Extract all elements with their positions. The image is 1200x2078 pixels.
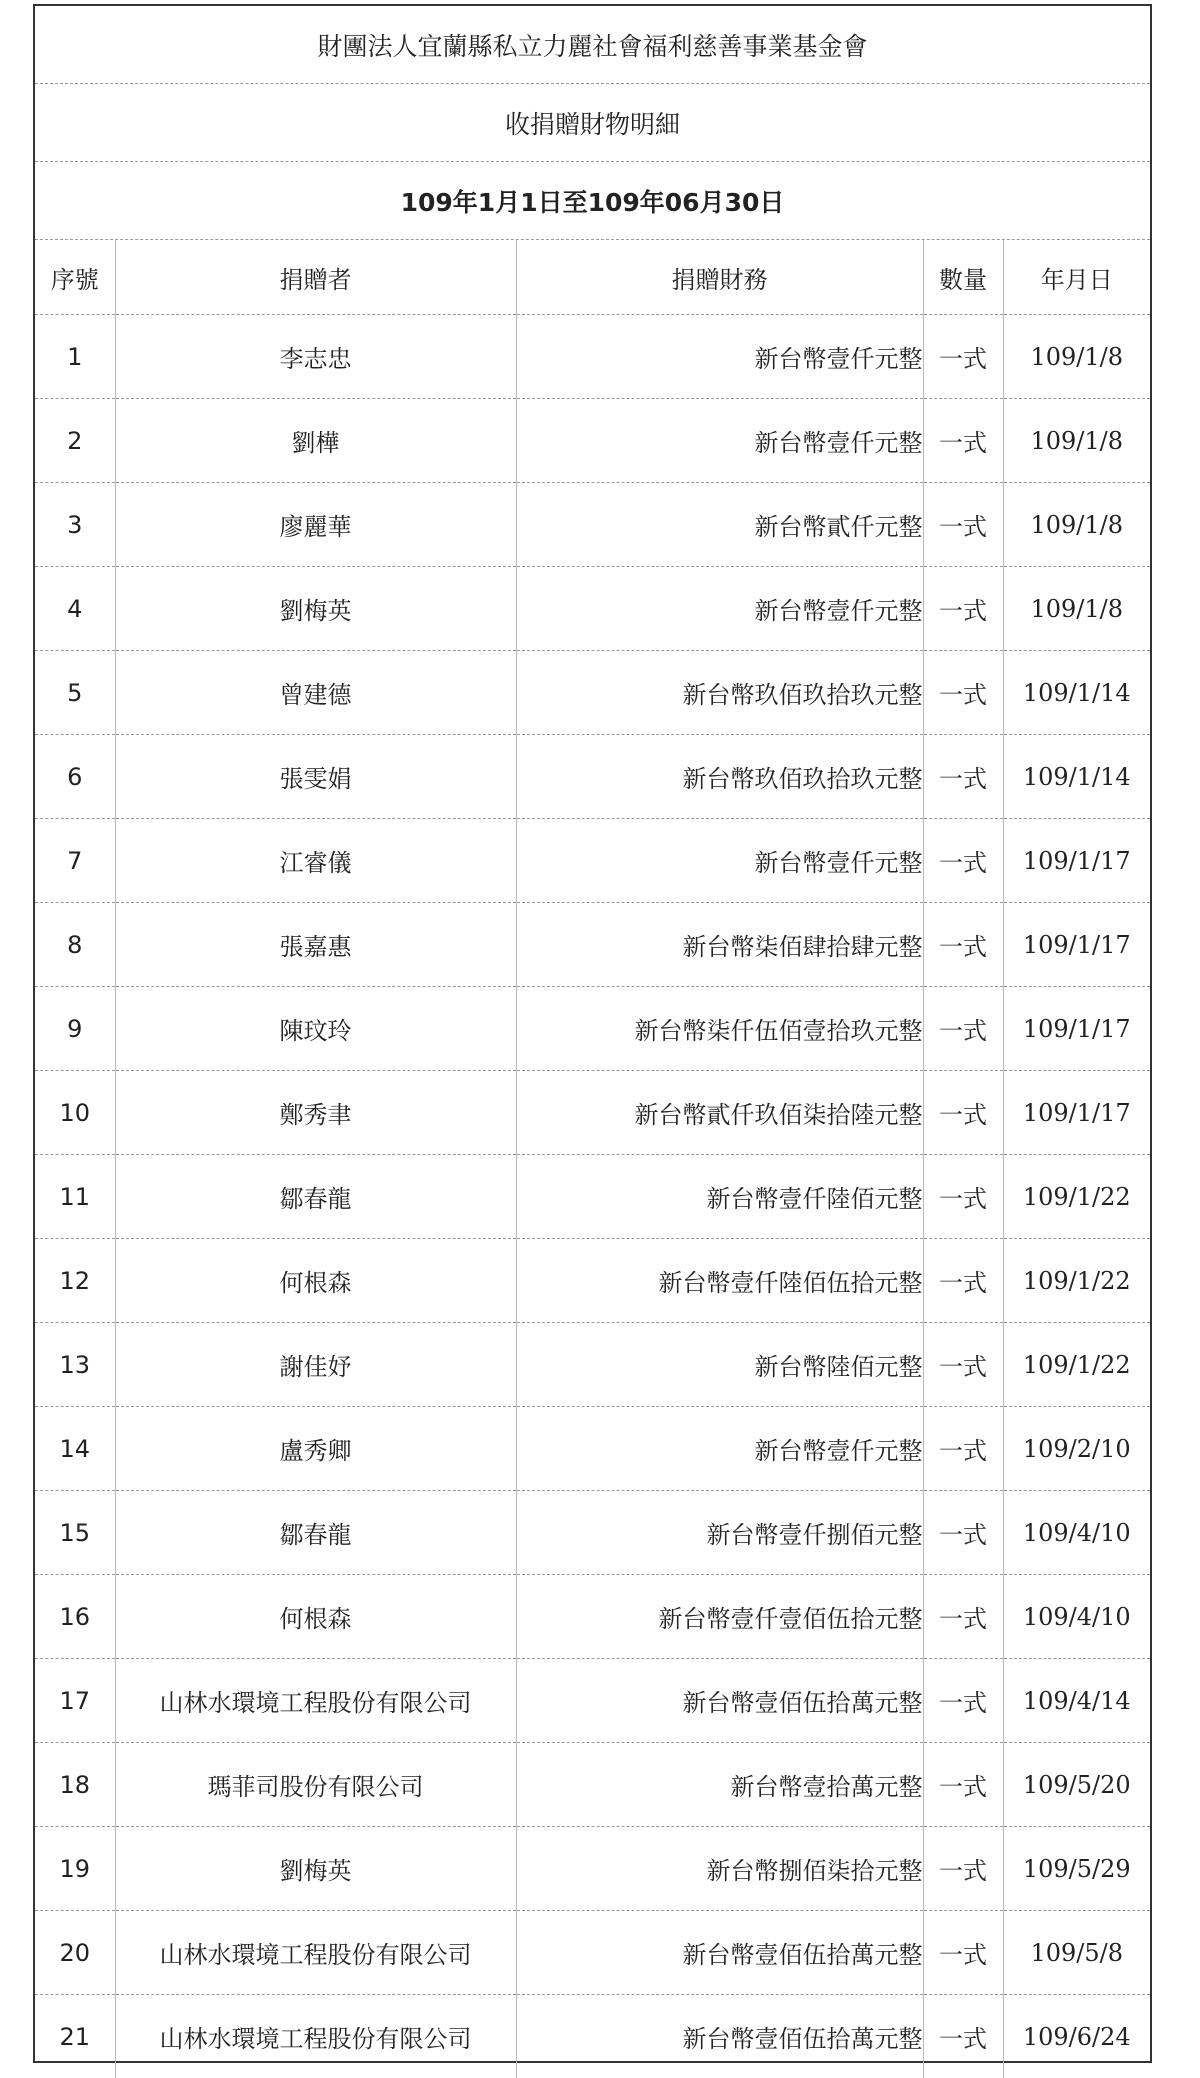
donor-name: 謝佳妤: [115, 1323, 516, 1407]
table-row: [35, 315, 1150, 399]
column-header-donor: 捐贈者: [115, 240, 516, 315]
donation-quantity: 一式: [923, 1491, 1003, 1575]
donation-date: 109/1/17: [1003, 819, 1150, 903]
donation-item: 新台幣捌佰柒拾元整: [516, 1827, 923, 1911]
table-row: [35, 1239, 1150, 1323]
donor-name: 劉樺: [115, 399, 516, 483]
donor-name: 李志忠: [115, 315, 516, 399]
donation-date: 109/1/8: [1003, 483, 1150, 567]
donor-name: 張雯娟: [115, 735, 516, 819]
table-row: [35, 1827, 1150, 1911]
organization-name: 財團法人宜蘭縣私立力麗社會福利慈善事業基金會: [35, 6, 1150, 84]
row-number: 4: [35, 567, 115, 651]
donation-item: 新台幣柒佰肆拾肆元整: [516, 903, 923, 987]
donation-quantity: 一式: [923, 651, 1003, 735]
donation-quantity: 一式: [923, 1659, 1003, 1743]
table-row: [35, 1491, 1150, 1575]
table-row: [35, 1575, 1150, 1659]
donation-date: 109/1/17: [1003, 1071, 1150, 1155]
table-row: [35, 987, 1150, 1071]
donation-quantity: 一式: [923, 1995, 1003, 2078]
table-row: [35, 1407, 1150, 1491]
column-header-quantity: 數量: [923, 240, 1003, 315]
row-number: 2: [35, 399, 115, 483]
row-number: 9: [35, 987, 115, 1071]
donor-name: 瑪菲司股份有限公司: [115, 1743, 516, 1827]
donation-quantity: 一式: [923, 399, 1003, 483]
donation-item: 新台幣陸佰元整: [516, 1323, 923, 1407]
donor-name: 何根森: [115, 1239, 516, 1323]
donation-item: 新台幣貳仟玖佰柒拾陸元整: [516, 1071, 923, 1155]
table-row: [35, 1743, 1150, 1827]
donation-date: 109/5/29: [1003, 1827, 1150, 1911]
row-number: 11: [35, 1155, 115, 1239]
row-number: 20: [35, 1911, 115, 1995]
donor-name: 劉梅英: [115, 567, 516, 651]
table-row: [35, 1995, 1150, 2078]
row-number: 14: [35, 1407, 115, 1491]
donation-date: 109/2/10: [1003, 1407, 1150, 1491]
row-number: 16: [35, 1575, 115, 1659]
donation-quantity: 一式: [923, 1155, 1003, 1239]
donation-item: 新台幣貳仟元整: [516, 483, 923, 567]
donation-quantity: 一式: [923, 819, 1003, 903]
donation-item: 新台幣玖佰玖拾玖元整: [516, 651, 923, 735]
donation-date: 109/4/14: [1003, 1659, 1150, 1743]
donation-date: 109/1/14: [1003, 735, 1150, 819]
column-header-item: 捐贈財務: [516, 240, 923, 315]
donor-name: 鄒春龍: [115, 1491, 516, 1575]
row-number: 10: [35, 1071, 115, 1155]
donation-item: 新台幣壹佰伍拾萬元整: [516, 1659, 923, 1743]
table-row: [35, 1155, 1150, 1239]
donation-quantity: 一式: [923, 1911, 1003, 1995]
donation-date: 109/6/24: [1003, 1995, 1150, 2078]
donation-quantity: 一式: [923, 1239, 1003, 1323]
donation-item: 新台幣壹仟陸佰元整: [516, 1155, 923, 1239]
donor-name: 鄒春龍: [115, 1155, 516, 1239]
donor-name: 鄭秀聿: [115, 1071, 516, 1155]
donation-item: 新台幣壹仟陸佰伍拾元整: [516, 1239, 923, 1323]
donor-name: 陳玟玲: [115, 987, 516, 1071]
donor-name: 山林水環境工程股份有限公司: [115, 1995, 516, 2078]
document-title: 收捐贈財物明細: [35, 84, 1150, 162]
column-header-date: 年月日: [1003, 240, 1150, 315]
table-row: [35, 735, 1150, 819]
donation-quantity: 一式: [923, 1071, 1003, 1155]
donation-date: 109/5/20: [1003, 1743, 1150, 1827]
donation-date: 109/1/17: [1003, 903, 1150, 987]
donation-date: 109/1/14: [1003, 651, 1150, 735]
table-row: [35, 903, 1150, 987]
donation-item: 新台幣柒仟伍佰壹拾玖元整: [516, 987, 923, 1071]
donation-item: 新台幣壹仟元整: [516, 1407, 923, 1491]
row-number: 1: [35, 315, 115, 399]
donation-item: 新台幣壹仟元整: [516, 399, 923, 483]
donation-date: 109/4/10: [1003, 1491, 1150, 1575]
row-number: 7: [35, 819, 115, 903]
row-number: 15: [35, 1491, 115, 1575]
donation-item: 新台幣壹佰伍拾萬元整: [516, 1911, 923, 1995]
table-row: [35, 819, 1150, 903]
donation-item: 新台幣壹拾萬元整: [516, 1743, 923, 1827]
table-row: [35, 399, 1150, 483]
donation-date: 109/5/8: [1003, 1911, 1150, 1995]
row-number: 17: [35, 1659, 115, 1743]
donation-quantity: 一式: [923, 1827, 1003, 1911]
row-number: 5: [35, 651, 115, 735]
donation-date: 109/1/8: [1003, 399, 1150, 483]
table-row: [35, 483, 1150, 567]
row-number: 18: [35, 1743, 115, 1827]
row-number: 8: [35, 903, 115, 987]
donation-date: 109/1/22: [1003, 1323, 1150, 1407]
row-number: 21: [35, 1995, 115, 2078]
table-header-row: [35, 240, 1150, 315]
donation-quantity: 一式: [923, 483, 1003, 567]
donation-sheet: [33, 4, 1152, 2063]
donation-item: 新台幣壹仟捌佰元整: [516, 1491, 923, 1575]
donation-item: 新台幣壹仟壹佰伍拾元整: [516, 1575, 923, 1659]
donation-quantity: 一式: [923, 1575, 1003, 1659]
column-header-number: 序號: [35, 240, 115, 315]
donation-date: 109/4/10: [1003, 1575, 1150, 1659]
donation-date: 109/1/22: [1003, 1239, 1150, 1323]
donation-date: 109/1/8: [1003, 315, 1150, 399]
donation-item: 新台幣壹佰伍拾萬元整: [516, 1995, 923, 2078]
donor-name: 山林水環境工程股份有限公司: [115, 1911, 516, 1995]
table-row: [35, 567, 1150, 651]
donation-quantity: 一式: [923, 567, 1003, 651]
donor-name: 何根森: [115, 1575, 516, 1659]
donation-item: 新台幣壹仟元整: [516, 567, 923, 651]
row-number: 12: [35, 1239, 115, 1323]
donation-item: 新台幣玖佰玖拾玖元整: [516, 735, 923, 819]
donation-date: 109/1/22: [1003, 1155, 1150, 1239]
row-number: 19: [35, 1827, 115, 1911]
row-number: 13: [35, 1323, 115, 1407]
donation-item: 新台幣壹仟元整: [516, 315, 923, 399]
donor-name: 江睿儀: [115, 819, 516, 903]
reporting-period: 109年1月1日至109年06月30日: [35, 162, 1150, 240]
donation-quantity: 一式: [923, 987, 1003, 1071]
donation-item: 新台幣壹仟元整: [516, 819, 923, 903]
donation-date: 109/1/8: [1003, 567, 1150, 651]
donation-quantity: 一式: [923, 903, 1003, 987]
table-row: [35, 651, 1150, 735]
table-body: [35, 315, 1150, 2078]
row-number: 6: [35, 735, 115, 819]
donation-date: 109/1/17: [1003, 987, 1150, 1071]
table-row: [35, 1071, 1150, 1155]
donation-quantity: 一式: [923, 1407, 1003, 1491]
row-number: 3: [35, 483, 115, 567]
donation-quantity: 一式: [923, 1743, 1003, 1827]
donation-quantity: 一式: [923, 1323, 1003, 1407]
donor-name: 山林水環境工程股份有限公司: [115, 1659, 516, 1743]
table-row: [35, 1911, 1150, 1995]
donation-quantity: 一式: [923, 315, 1003, 399]
donor-name: 張嘉惠: [115, 903, 516, 987]
donor-name: 盧秀卿: [115, 1407, 516, 1491]
donor-name: 曾建德: [115, 651, 516, 735]
table-row: [35, 1659, 1150, 1743]
donation-table: [35, 240, 1150, 2078]
donation-quantity: 一式: [923, 735, 1003, 819]
table-row: [35, 1323, 1150, 1407]
donor-name: 廖麗華: [115, 483, 516, 567]
donor-name: 劉梅英: [115, 1827, 516, 1911]
